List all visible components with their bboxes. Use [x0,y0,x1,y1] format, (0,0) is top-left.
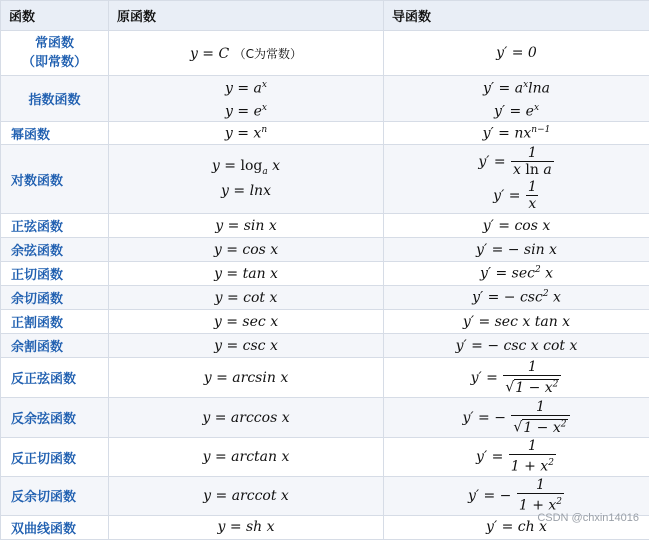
row-name: 常函数 （即常数） [1,31,109,76]
derivative-formula: y′ = ch x [384,515,649,539]
derivative-formula: y′ = − $\frac{1}{√1 - x^2}$ [384,398,649,438]
watermark: CSDN @chxin14016 [537,512,639,524]
row-cosecant [1,334,649,358]
row-constant [1,31,649,76]
derivative-formula: y′ = − $\frac{1}{1 + x^2}$ [384,476,649,515]
row-tangent [1,262,649,286]
original-formula: y = arctan x [109,438,384,477]
row-name: 正切函数 [1,262,109,286]
derivative-formula: y′ = sec x tan x [384,310,649,334]
header-function-type: 函数 [1,1,109,31]
original-formula: y = arcsin x [109,358,384,398]
row-secant [1,310,649,334]
header-original: 原函数 [109,1,384,31]
derivative-formula: $y' = nx^{n-1}$ [384,122,649,145]
original-formula: y = tan x [109,262,384,286]
original-formula: y = arccos x [109,398,384,438]
original-formula: $y = x^n$ [109,122,384,145]
original-formula: y = sec x [109,310,384,334]
row-name: 余割函数 [1,334,109,358]
original-formula: y = sin x [109,214,384,238]
row-exponential [1,76,649,122]
row-name: 双曲线函数 [1,515,109,539]
row-name: 余弦函数 [1,238,109,262]
derivative-formula: $y' = a^x\ln a$ $y' = e^x$ [384,76,649,122]
row-name: 反余切函数 [1,476,109,515]
original-formula: y = cos x [109,238,384,262]
row-arcsine [1,358,649,398]
row-name: 反正切函数 [1,438,109,477]
original-formula: y = C （C为常数） [109,31,384,76]
row-sine [1,214,649,238]
row-name: 对数函数 [1,145,109,214]
original-formula: y = cot x [109,286,384,310]
row-name: 余切函数 [1,286,109,310]
derivative-formula: y′ = − $\csc^2 x$ [384,286,649,310]
row-logarithm [1,145,649,214]
derivative-formula: y′ = − sin x [384,238,649,262]
original-formula: $y = a^x$ $y = e^x$ [109,76,384,122]
row-name: 指数函数 [1,76,109,122]
derivative-formula: y′ = 0 [384,31,649,76]
original-formula: y = sh x [109,515,384,539]
row-cosine [1,238,649,262]
row-name: 正割函数 [1,310,109,334]
row-name: 正弦函数 [1,214,109,238]
header-row [1,1,649,31]
row-name: 幂函数 [1,122,109,145]
header-derivative: 导函数 [384,1,649,31]
derivative-formula: $y' = \sec^2 x$ [384,262,649,286]
derivative-formula: y′ = $\frac{1}{√1 - x^2}$ [384,358,649,398]
original-formula: $y = \log_a x$ y = lnx [109,145,384,214]
row-power [1,122,649,145]
row-name: 反正弦函数 [1,358,109,398]
row-name: 反余弦函数 [1,398,109,438]
original-formula: y = csc x [109,334,384,358]
derivative-formula: y′ = $\frac{1}{1 + x^2}$ [384,438,649,477]
derivative-formula: y′ = $\frac{1}{\text{x ln a}}$ y′ = $\frac{1}{x}$ [384,145,649,214]
row-cotangent [1,286,649,310]
row-arctangent [1,438,649,477]
derivative-formula: y′ = − csc x cot x [384,334,649,358]
row-arccotangent [1,476,649,515]
derivative-formula: y′ = cos x [384,214,649,238]
original-formula: y = arccot x [109,476,384,515]
row-arccosine [1,398,649,438]
